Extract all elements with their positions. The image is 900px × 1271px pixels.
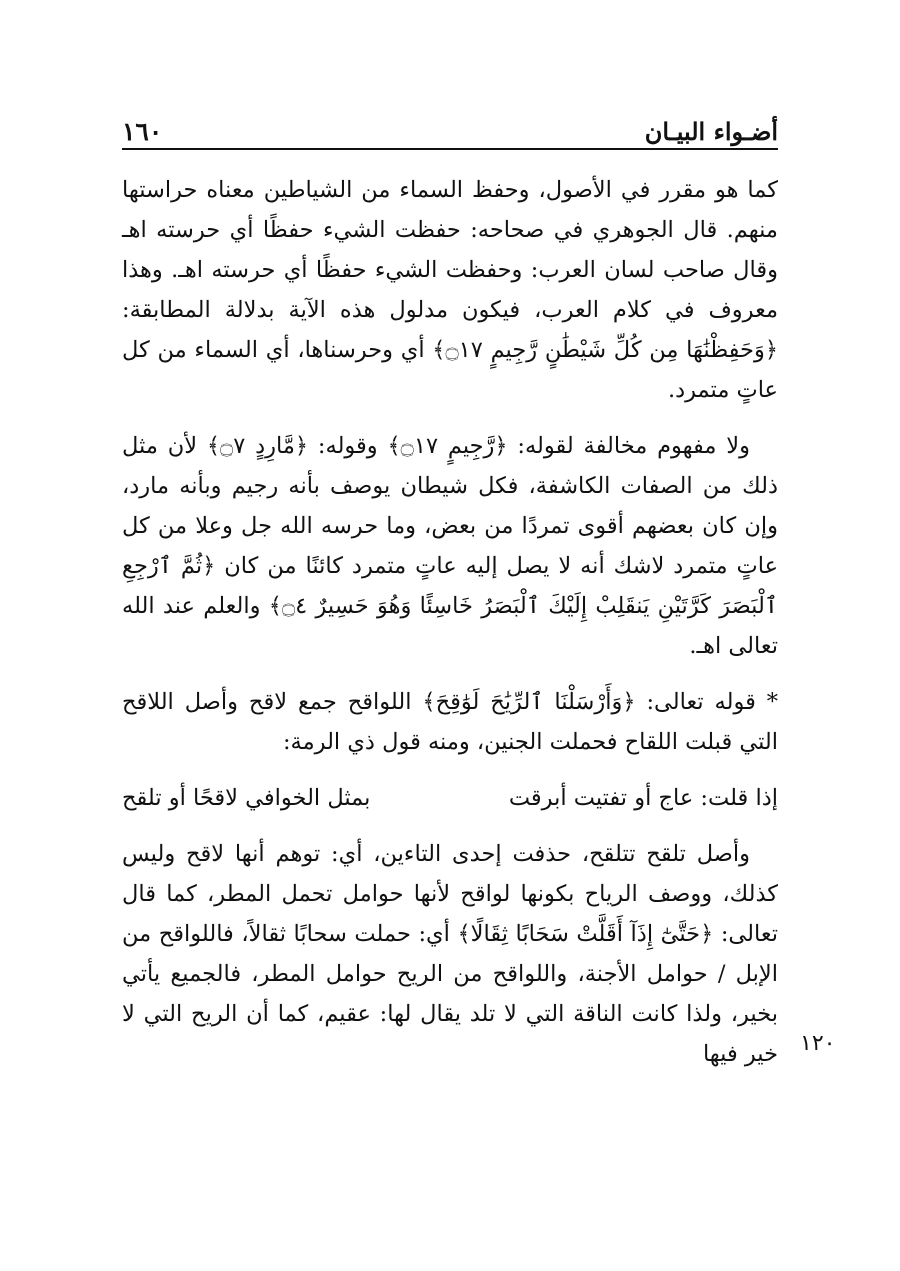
paragraph-2: ولا مفهوم مخالفة لقوله: ﴿رَّجِيمٍ ۝١٧﴾ وقوله: ﴿مَّارِدٍ ۝٧﴾ لأن مثل ذلك من الصفات الكاشفة، فكل شيطان يوصف بأنه رجيم وبأنه مارد، وإن كان بعضهم أقوى تمردًا من بعض، وما حرسه الله جل وعلا من كل عاتٍ متمرد لاشك أنه لا يصل إليه عاتٍ متمرد كائنًا من كان ﴿ثُمَّ ٱرْجِعِ ٱلْبَصَرَ كَرَّتَيْنِ يَنقَلِبْ إِلَيْكَ ٱلْبَصَرُ خَاسِئًا وَهُوَ حَسِيرٌ ۝٤﴾ والعلم عند الله تعالى اهـ. — [122, 433, 778, 659]
main-text — [122, 170, 778, 1074]
paragraph-3: * قوله تعالى: ﴿وَأَرْسَلْنَا ٱلرِّيَٰحَ لَوَٰقِحَ﴾ اللواقح جمع لاقح وأصل اللاقح التي قبلت اللقاح فحملت الجنين، ومنه قول ذي الرمة: — [122, 689, 778, 755]
poem-verse — [122, 778, 778, 818]
margin-page-marker: ١٢٠ — [800, 1031, 836, 1056]
page-number: ١٦٠ — [122, 117, 163, 146]
page-header — [122, 104, 778, 146]
poem-second-hemistich: بمثل الخوافي لاقحًا أو تلقح — [122, 785, 371, 811]
paragraph-1: كما هو مقرر في الأصول، وحفظ السماء من الشياطين معناه حراستها منهم. قال الجوهري في صحاحه: حفظت الشيء حفظًا أي حرسته اهـ وقال صاحب لسان العرب: وحفظت الشيء حفظًا أي حرسته اهـ. وهذا معروف في كلام العرب، فيكون مدلول هذه الآية بدلالة المطابقة: ﴿وَحَفِظْنَٰهَا مِن كُلِّ شَيْطَٰنٍ رَّجِيمٍ ۝١٧﴾ أي وحرسناها، أي السماء من كل عاتٍ متمرد. — [122, 177, 778, 403]
header-rule — [122, 148, 778, 150]
poem-first-hemistich: إذا قلت: عاج أو تفتيت أبرقت — [508, 785, 778, 811]
paragraph-4: وأصل تلقح تتلقح، حذفت إحدى التاءين، أي: توهم أنها لاقح وليس كذلك، ووصف الرياح بكونها لواقح لأنها حوامل تحمل المطر، كما قال تعالى: ﴿حَتَّىٰٓ إِذَآ أَقَلَّتْ سَحَابًا ثِقَالًا﴾ أي: حملت سحابًا ثقالاً، فاللواقح من الإبل / حوامل الأجنة، واللواقح من الريح حوامل المطر، فالجميع يأتي بخير، ولذا كانت الناقة التي لا تلد يقال لها: عقيم، كما أن الريح التي لا خير فيها — [122, 841, 778, 1067]
running-title: أضـواء البيـان — [644, 117, 778, 146]
